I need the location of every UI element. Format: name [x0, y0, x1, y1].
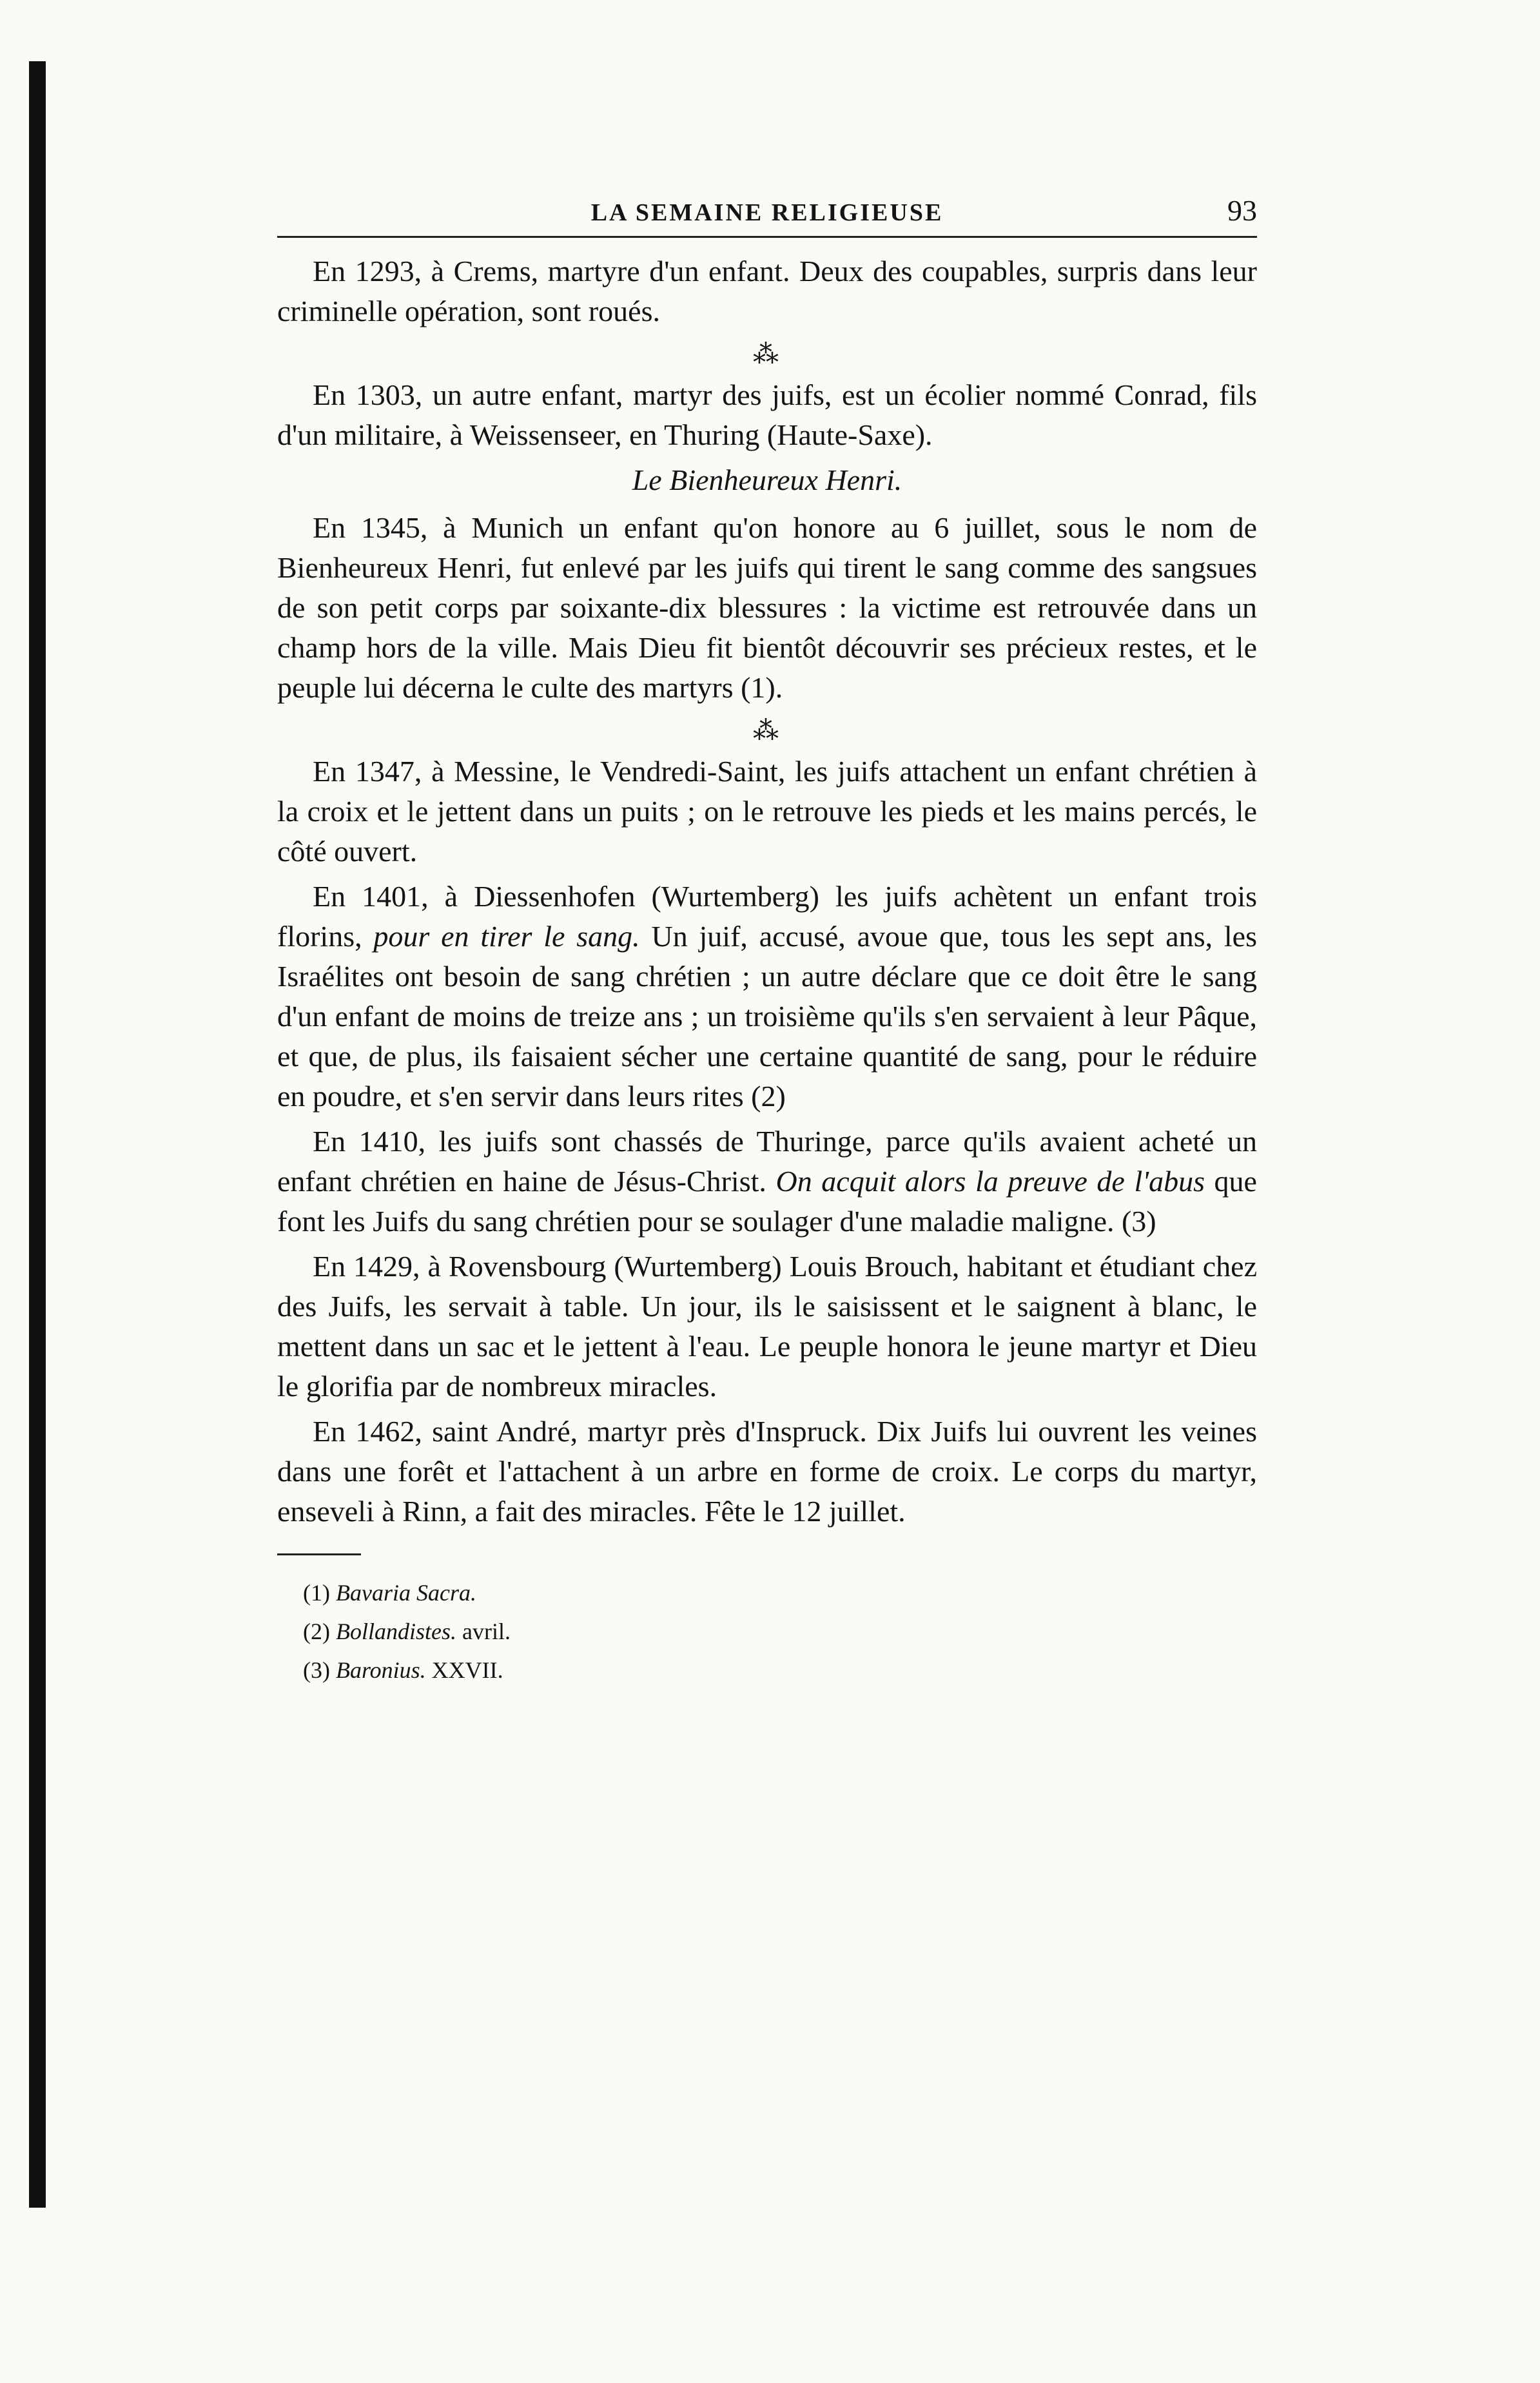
footnote-rest: XXVII. — [425, 1657, 503, 1683]
footnote-number: (2) — [303, 1619, 330, 1644]
footnote-1 — [277, 1573, 1257, 1612]
header-rule — [277, 236, 1257, 238]
paragraph-1410-emphasis: On acquit alors la preuve de l'abus — [775, 1165, 1205, 1198]
footnote-3 — [277, 1651, 1257, 1689]
footnote-rule — [277, 1553, 361, 1555]
footnote-2 — [277, 1612, 1257, 1651]
running-title: LA SEMAINE RELIGIEUSE — [590, 199, 944, 226]
paragraph-1401-part-a: En 1401, à Diessenhofen (Wurtemberg) les juifs achètent un enfant trois florins, — [277, 880, 1257, 953]
paragraph-1401 — [277, 877, 1257, 1116]
footnote-rest: avril. — [456, 1619, 511, 1644]
paragraph-1462: En 1462, saint André, martyr près d'Inspruck. Dix Juifs lui ouvrent les veines dans une forêt et l'attachent à un arbre en forme de croix. Le corps du martyr, enseveli à Rinn, a fait des miracles. Fête le 12 juillet. — [277, 1415, 1257, 1528]
page-header — [277, 187, 1257, 232]
paragraph-1410-part-b: que font les Juifs du sang chrétien pour se soulager d'une maladie maligne. (3) — [277, 1165, 1257, 1238]
paragraph-1410 — [277, 1122, 1257, 1241]
page-number: 93 — [1227, 194, 1257, 227]
footnote-number: (1) — [303, 1580, 330, 1606]
section-title: Le Bienheureux Henri. — [632, 463, 902, 496]
footnote-source: Bavaria Sacra. — [335, 1580, 476, 1606]
body-text — [277, 251, 1257, 1532]
paragraph-1345: En 1345, à Munich un enfant qu'on honore au 6 juillet, sous le nom de Bienheureux Henri, fut enlevé par les juifs qui tirent le sang comme des sangsues de son petit corps par soixante-dix blessures : la victime est retrouvée dans un champ hors de la ville. Mais Dieu fit bientôt découvrir ses précieux restes, et le peuple lui décerna le culte des martyrs (1). — [277, 511, 1257, 704]
paragraph-1303: En 1303, un autre enfant, martyr des juifs, est un écolier nommé Conrad, fils d'un militaire, à Weissenseer, en Thuring (Haute-Saxe). — [277, 378, 1257, 451]
footnote-source: Bollandistes. — [335, 1619, 456, 1644]
paragraph-1293: En 1293, à Crems, martyre d'un enfant. Deux des coupables, surpris dans leur criminelle opération, sont roués. — [277, 255, 1257, 327]
footnotes — [277, 1573, 1257, 1689]
paragraph-1347: En 1347, à Messine, le Vendredi-Saint, les juifs attachent un enfant chrétien à la croix et le jettent dans un puits ; on le retrouve les pieds et les mains percés, le côté ouvert. — [277, 755, 1257, 868]
paragraph-1410-part-a: En 1410, les juifs sont chassés de Thuringe, parce qu'ils avaient acheté un enfant chrétien en haine de Jésus-Christ. — [277, 1125, 1257, 1198]
paragraph-1401-emphasis: pour en tirer le sang. — [373, 920, 640, 953]
section-separator: ⁂ — [753, 340, 781, 369]
book-binding-edge — [29, 61, 46, 2208]
section-separator-2: ⁂ — [753, 716, 781, 745]
paragraph-1429: En 1429, à Rovensbourg (Wurtemberg) Louis Brouch, habitant et étudiant chez des Juifs, les servait à table. Un jour, ils le saisissent et le saignent à blanc, le mettent dans un sac et le jettent à l'eau. Le peuple honora le jeune martyr et Dieu le glorifia par de nombreux miracles. — [277, 1250, 1257, 1403]
page — [277, 187, 1257, 1689]
paragraph-1401-part-b: Un juif, accusé, avoue que, tous les sept ans, les Israélites ont besoin de sang chrétien ; un autre déclare que ce doit être le sang d'un enfant de moins de treize ans ; un troisième qu'ils s'en servaient à leur Pâque, et que, de plus, ils faisaient sécher une certaine quantité de sang, pour le réduire en poudre, et s'en servir dans leurs rites (2) — [277, 920, 1258, 1113]
footnote-number: (3) — [303, 1657, 330, 1683]
footnote-source: Baronius. — [335, 1657, 426, 1683]
